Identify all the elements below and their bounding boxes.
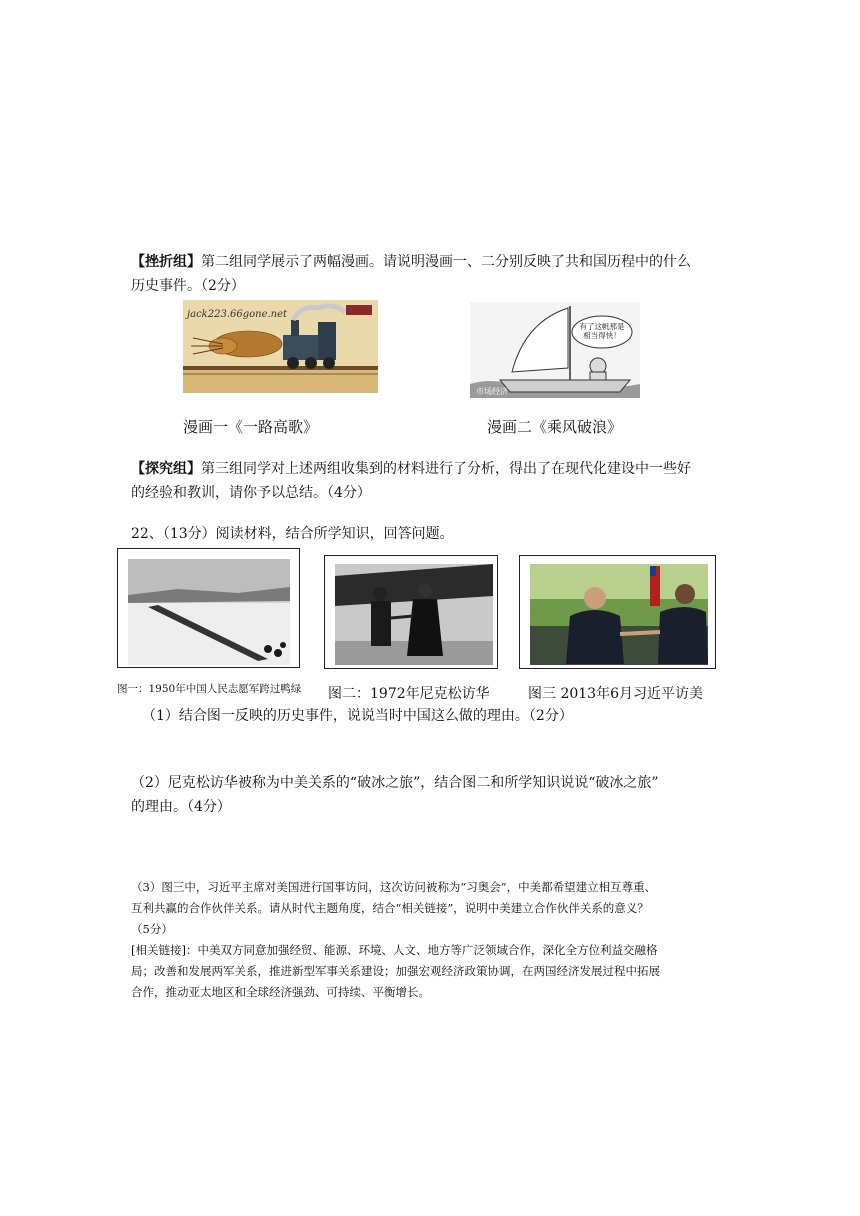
cartoon-2-footer: 市场经济 — [476, 387, 508, 396]
research-line-1 — [131, 457, 731, 481]
cartoon-1-watermark: jack223.66gone.net — [187, 309, 288, 320]
cartoon-2-image — [470, 302, 640, 398]
frustration-line-1 — [131, 250, 731, 274]
photo-2-frame — [324, 555, 498, 669]
cartoon-1-image — [183, 300, 378, 393]
research-label: 【探究组】 — [131, 461, 201, 477]
photo-3-frame — [519, 555, 716, 669]
research-paragraph — [131, 457, 731, 505]
photo-1-bridge — [118, 549, 299, 667]
question-3-line-2: 互利共赢的合作伙伴关系。请从时代主题角度，结合“相关链接”，说明中美建立合作伙伴关系的意义？ — [131, 901, 649, 915]
frustration-line-2: 历史事件。（2分） — [131, 278, 245, 294]
cartoon-2-caption: 漫画二《乘风破浪》 — [487, 418, 623, 436]
question-2-line-2: 的理由。（4分） — [131, 799, 231, 815]
photo-1-frame — [117, 548, 300, 668]
question-2 — [131, 771, 741, 819]
photo-2-caption: 图二：1972年尼克松访华 — [328, 686, 490, 702]
photo-3-caption: 图三 2013年6月习近平访美 — [528, 686, 703, 702]
photo-3-meeting — [520, 556, 715, 668]
photo-2-handshake — [325, 556, 497, 668]
question-3 — [131, 877, 741, 1003]
question-2-line-1: （2）尼克松访华被称为中美关系的“破冰之旅”，结合图二和所学知识说说“破冰之旅” — [131, 775, 659, 791]
question-3-line-3: （5分） — [131, 922, 173, 936]
frustration-paragraph — [131, 250, 731, 298]
cartoon-1-caption: 漫画一《一路高歌》 — [183, 418, 319, 436]
q22-header: 22、（13分）阅读材料，结合所学知识，回答问题。 — [131, 526, 454, 542]
frustration-label: 【挫折组】 — [131, 254, 201, 270]
cartoon-2-bubble: 有了这帆那是相当得快！ — [579, 322, 625, 340]
frustration-text-1: 第二组同学展示了两幅漫画。请说明漫画一、二分别反映了共和国历程中的什么 — [201, 254, 691, 270]
related-link-line-3: 合作，推动亚太地区和全球经济强劲、可持续、平衡增长。 — [131, 985, 430, 999]
question-1: （1）结合图一反映的历史事件，说说当时中国这么做的理由。（2分） — [142, 708, 573, 724]
research-line-2: 的经验和教训，请你予以总结。（4分） — [131, 485, 371, 501]
research-text-1: 第三组同学对上述两组收集到的材料进行了分析，得出了在现代化建设中一些好 — [201, 461, 691, 477]
boat-drawing — [470, 302, 640, 398]
question-3-line-1: （3）图三中，习近平主席对美国进行国事访问，这次访问被称为“习奥会”，中美都希望建立相互尊重、 — [131, 880, 657, 894]
photo-1-caption: 图一：1950年中国人民志愿军跨过鸭绿 — [117, 683, 302, 695]
related-link-line-1: [相关链接]：中美双方同意加强经贸、能源、环境、人文、地方等广泛领域合作，深化全方位利益交融格 — [131, 943, 658, 957]
related-link-line-2: 局；改善和发展两军关系，推进新型军事关系建设；加强宏观经济政策协调，在两国经济发展过程中拓展 — [131, 964, 660, 978]
